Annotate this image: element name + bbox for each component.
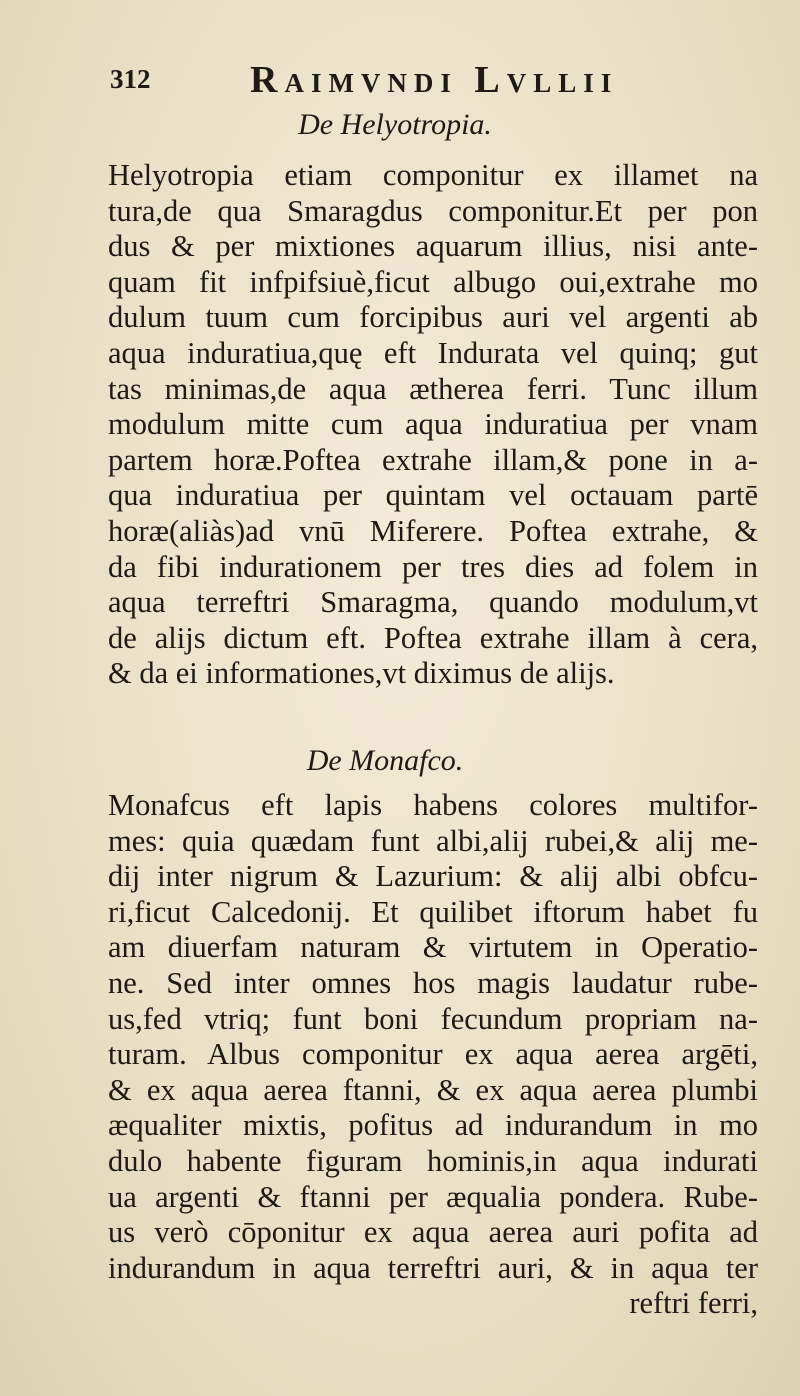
text-line: modulum mitte cum aqua induratiua per vnam bbox=[108, 407, 758, 442]
text-line: aqua terreftri Smaragma, quando modulum,vt bbox=[108, 585, 758, 620]
text-line: partem horæ.Poftea extrahe illam,& pone in a- bbox=[108, 442, 758, 477]
paragraph-monafco bbox=[108, 788, 758, 1322]
running-head bbox=[110, 50, 750, 110]
text-line: us verò cōponitur ex aqua aerea auri pofita ad bbox=[108, 1215, 758, 1250]
text-line: dus & per mixtiones aquarum illius, nisi ante- bbox=[108, 229, 758, 264]
text-line: dij inter nigrum & Lazurium: & alij albi obfcu- bbox=[108, 859, 758, 894]
text-line: Monafcus eft lapis habens colores multifor- bbox=[108, 788, 758, 822]
text-line: am diuerfam naturam & virtutem in Operatio- bbox=[108, 930, 758, 965]
text-line: quam fit infpifsiuè,ficut albugo oui,extrahe mo bbox=[108, 264, 758, 299]
text-line: qua induratiua per quintam vel octauam partē bbox=[108, 478, 758, 513]
section-heading-monafco: De Monafco. bbox=[306, 744, 464, 777]
text-line: & da ei informationes,vt diximus de alijs. bbox=[108, 656, 615, 691]
text-line: dulo habente figuram hominis,in aqua indurati bbox=[108, 1143, 758, 1178]
text-line: da fibi indurationem per tres dies ad folem in bbox=[108, 549, 758, 584]
text-line: tas minimas,de aqua ætherea ferri. Tunc illum bbox=[108, 371, 758, 406]
text-line: reftri ferri, bbox=[629, 1286, 758, 1321]
text-line: ri,ficut Calcedonij. Et quilibet iftorum habet fu bbox=[108, 894, 758, 929]
running-title: Raimvndi Lvllii bbox=[250, 59, 619, 101]
text-line: horæ(aliàs)ad vnū Miferere. Poftea extrahe, & bbox=[108, 513, 758, 548]
text-line: de alijs dictum eft. Poftea extrahe illam à cera, bbox=[108, 620, 758, 655]
text-line: indurandum in aqua terreftri auri, & in aqua ter bbox=[108, 1250, 758, 1285]
text-line: mes: quia quædam funt albi,alij rubei,& alij me- bbox=[108, 823, 758, 858]
text-line: & ex aqua aerea ftanni, & ex aqua aerea plumbi bbox=[108, 1072, 758, 1107]
text-line: Helyotropia etiam componitur ex illamet na bbox=[108, 158, 758, 192]
text-line: turam. Albus componitur ex aqua aerea argēti, bbox=[108, 1037, 758, 1072]
text-line: us,fed vtriq; funt boni fecundum propriam na- bbox=[108, 1001, 758, 1036]
section-heading-helyotropia: De Helyotropia. bbox=[298, 108, 492, 141]
text-line: dulum tuum cum forcipibus auri vel argenti ab bbox=[108, 300, 758, 335]
text-line: ua argenti & ftanni per æqualia pondera. Rube- bbox=[108, 1179, 758, 1214]
text-line: tura,de qua Smaragdus componitur.Et per pon bbox=[108, 193, 758, 228]
page-number: 312 bbox=[110, 64, 151, 94]
text-line: ne. Sed inter omnes hos magis laudatur rube- bbox=[108, 965, 758, 1000]
text-line: aqua induratiua,quę eft Indurata vel quinq; gut bbox=[108, 335, 758, 370]
text-line: æqualiter mixtis, pofitus ad indurandum in mo bbox=[108, 1108, 758, 1143]
paragraph-helyotropia bbox=[108, 158, 758, 692]
